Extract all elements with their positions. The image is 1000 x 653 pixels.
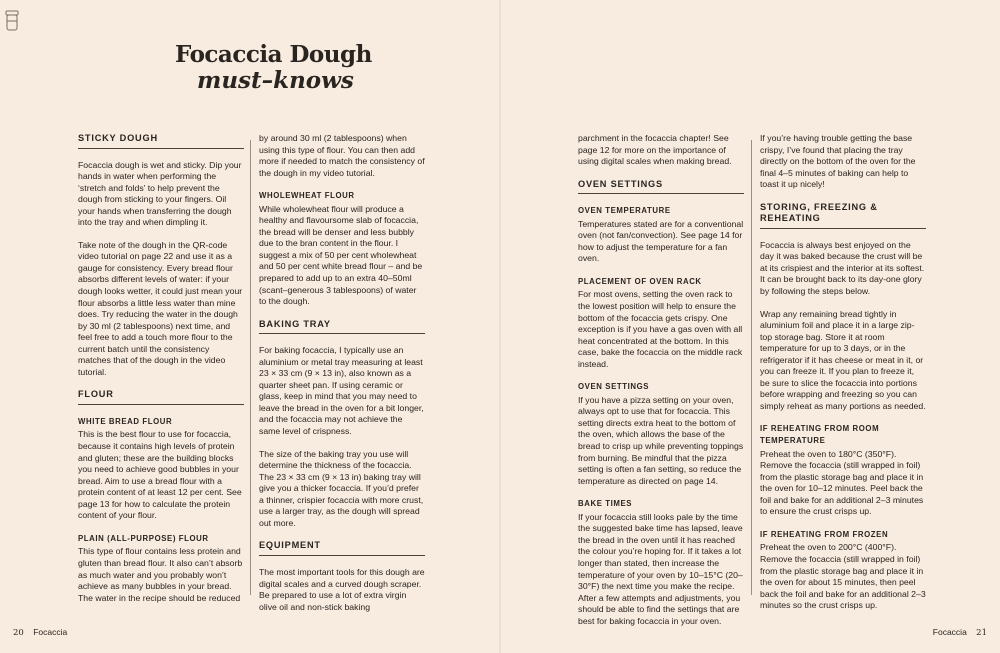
paragraph: Preheat the oven to 180°C (350°F). Remove the focaccia (still wrapped in foil) from the plastic storage bag and place it in the oven for 10–12 minutes. Peel back the foil and bake for an additional 2–3 minutes to ensure the crust crisps up. xyxy=(760,448,924,517)
paragraph: For most ovens, setting the oven rack to the lowest position will help to ensure the bottom of the focaccia gets crispy. One exception is if you have a gas oven with all heat concentrated at the bottom. In this case, bake the focaccia on the middle rack instead. xyxy=(578,289,743,369)
footer-label-left: Focaccia xyxy=(33,627,68,637)
subheading-oven-rack: PLACEMENT OF OVEN RACK xyxy=(578,276,702,286)
paragraph: Wrap any remaining bread tightly in aluminium foil and place it in a large zip-top storage bag. Store it at room temperature for up to 3 days, or in the refrigerator if it has cheese or meat in it, or you can freeze it. If you plan to freeze it, be sure to slice the focaccia into portions before wrapping and freezing so you can simply reheat as many portions as needed. xyxy=(760,308,926,411)
footer-left xyxy=(13,627,67,638)
column-divider xyxy=(250,140,251,595)
heading-sticky-dough: STICKY DOUGH xyxy=(78,133,244,149)
footer-right xyxy=(933,627,987,638)
paragraph: This type of flour contains less protein and gluten than bread flour. It also can’t absorb as much water and you probably won’t achieve as many bubbles in your bread. The water in the recipe should be reduced xyxy=(78,546,243,603)
paragraph: The size of the baking tray you use will determine the thickness of the focaccia. The 23 × 33 cm (9 × 13 in) baking tray will give you a thicker focaccia. If you’d prefer a thinner, crispier focaccia with more crust, use a larger tray, as the dough will spread out more. xyxy=(259,448,424,528)
paragraph: If your focaccia still looks pale by the time the suggested bake time has lapsed, leave the bread in the oven until it has reached the colour you’re hoping for. If it takes a lot longer than stated, then increase the temperature of your oven by 10–15°C (20–30°F) the next time you make the recipe. After a few attempts and adjustments, you should be able to find the settings that are best for baking focaccia in your oven. xyxy=(578,511,743,626)
heading-oven-settings: OVEN SETTINGS xyxy=(578,179,744,195)
paragraph: If you’re having trouble getting the base crispy, I’ve found that placing the tray directly on the bottom of the oven for the final 4–5 minutes of baking can help to toast it up nicely! xyxy=(760,133,916,190)
paragraph: Focaccia dough is wet and sticky. Dip your hands in water when performing the ‘stretch and folds’ to help prevent the dough from sticking to your fingers. Oil your hands when transferring the dough into the tray and when dimpling it. xyxy=(78,159,242,228)
column-divider xyxy=(751,140,752,595)
page-title xyxy=(175,42,375,94)
column-3 xyxy=(578,133,744,638)
paragraph: Take note of the dough in the QR-code video tutorial on page 22 and use it as a gauge for consistency. Every bread flour absorbs different levels of water: if your dough looks wetter, it could just mean your flour absorbs a little less water than mine does. Try reducing the water in the dough by 30 ml (2 tablespoons) next time, and feel free to add a touch more flour to the current batch until the consistency matches that of the dough in the video tutorial. xyxy=(78,239,243,377)
subheading-white-bread-flour: WHITE BREAD FLOUR xyxy=(78,416,173,426)
heading-flour: FLOUR xyxy=(78,389,244,405)
paragraph: Temperatures stated are for a conventional oven (not fan/convection). See page 14 for how to adjust the temperature for a fan oven. xyxy=(578,218,744,264)
column-1 xyxy=(78,133,244,615)
page-number-left: 20 xyxy=(13,628,24,638)
paragraph: If you have a pizza setting on your oven, always opt to use that for focaccia. This setting directs extra heat to the bottom of the oven, which allows the base of the bread to crisp up while preventing toppings from burning. Be mindful that the pizza setting is often a fan setting, so reduce the temperature as directed on page 14. xyxy=(578,394,744,486)
paragraph: Preheat the oven to 200°C (400°F). Remove the focaccia (still wrapped in foil) from the plastic storage bag and place it in the oven for about 15 minutes, then peel back the foil and bake for an additional 2–3 minutes so the crust crisps up. xyxy=(760,542,926,611)
subheading-plain-flour: PLAIN (ALL-PURPOSE) FLOUR xyxy=(78,533,209,543)
page-number-right: 21 xyxy=(976,628,987,638)
subheading-oven-settings: OVEN SETTINGS xyxy=(578,382,650,392)
paragraph: While wholewheat flour will produce a healthy and flavoursome slab of focaccia, the bread will be denser and less bubbly due to the bran content in the flour. I suggest a mix of 50 per cent wholewheat and 50 per cent white bread flour – and be prepared to add up to an extra 40–50ml (scant–generous 3 tablespoons) of water to the dough. xyxy=(259,203,423,307)
paragraph: by around 30 ml (2 tablespoons) when using this type of flour. You can then add more if needed to match the consistency of the dough in my video tutorial. xyxy=(259,133,425,178)
subheading-oven-temperature: OVEN TEMPERATURE xyxy=(578,206,671,216)
column-2 xyxy=(259,133,425,624)
footer-label-right: Focaccia xyxy=(932,627,967,637)
paragraph: Focaccia is always best enjoyed on the day it was baked because the crust will be at its crispiest and the interior at its softest. It can be brought back to its day-one glory by following the steps below. xyxy=(760,239,925,297)
heading-equipment: EQUIPMENT xyxy=(259,540,425,556)
subheading-wholewheat-flour: WHOLEWHEAT FLOUR xyxy=(259,191,355,201)
paragraph: This is the best flour to use for focaccia, because it contains high levels of protein and gluten; these are the building blocks you need to achieve good bubbles in your bread. Aim to use a bread flour with a protein content of at least 12 per cent. See page 13 for how to calculate the protein content of your flour. xyxy=(78,429,242,521)
title-line-1: Focaccia Dough xyxy=(175,41,372,68)
jar-icon xyxy=(5,10,19,32)
subheading-reheat-frozen: IF REHEATING FROM FROZEN xyxy=(760,529,889,539)
subheading-bake-times: BAKE TIMES xyxy=(578,499,633,509)
paragraph: For baking focaccia, I typically use an aluminium or metal tray measuring at least 23 × 33 cm (9 × 13 in), also known as a quarter sheet pan. If using ceramic or glass, keep in mind that you may need to leave the bread in the oven for a bit longer, and the focaccia may not achieve the same level of crispness. xyxy=(259,345,424,437)
page-gutter xyxy=(499,0,501,653)
subheading-reheat-room-temp: IF REHEATING FROM ROOM TEMPERATURE xyxy=(760,424,880,446)
title-line-2: must–knows xyxy=(197,67,354,94)
paragraph: parchment in the focaccia chapter! See page 12 for more on the importance of using digital scales when making bread. xyxy=(578,133,732,167)
column-4 xyxy=(760,133,926,623)
heading-baking-tray: BAKING TRAY xyxy=(259,319,425,335)
heading-storing: STORING, FREEZING & REHEATING xyxy=(760,202,926,229)
paragraph: The most important tools for this dough are digital scales and a curved dough scraper. Be prepared to use a lot of extra virgin olive oil and non-stick baking xyxy=(259,566,425,612)
